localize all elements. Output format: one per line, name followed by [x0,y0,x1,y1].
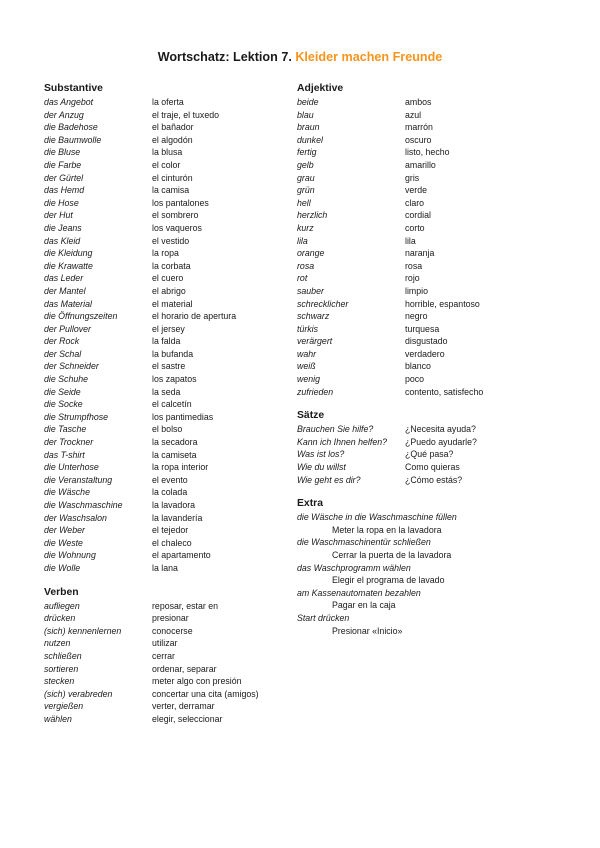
vocab-row [297,423,557,436]
spanish-translation: presionar [152,613,189,624]
german-term: die Wäsche [44,487,90,498]
german-term: der Pullover [44,323,91,334]
vocab-row [297,360,557,373]
german-term: das T-shirt [44,449,85,460]
spanish-translation: la ropa [152,248,179,259]
german-term: sauber [297,285,324,296]
vocab-row [297,184,557,197]
vocab-row [297,96,557,109]
vocab-row [44,524,289,537]
extra-phrase [297,612,557,637]
spanish-translation: la seda [152,386,181,397]
vocab-list [297,423,557,486]
spanish-translation: ¿Qué pasa? [405,449,454,460]
spanish-phrase: Presionar «Inicio» [332,625,403,636]
spanish-translation: el sastre [152,361,186,372]
german-term: die Strumpfhose [44,411,109,422]
section-heading: Extra [297,498,323,510]
spanish-phrase: Pagar en la caja [332,600,396,611]
german-term: die Weste [44,537,83,548]
vocab-row [297,235,557,248]
german-term: Wie geht es dir? [297,474,361,485]
german-term: zufrieden [297,386,334,397]
german-term: wählen [44,713,72,724]
spanish-translation: la lavadora [152,500,196,510]
german-term: der Trockner [44,437,94,448]
german-term: die Tasche [44,424,87,435]
spanish-translation: el jersey [152,323,185,334]
vocab-row [44,323,289,336]
german-term: die Wohnung [44,550,96,561]
german-term: nutzen [44,638,71,649]
german-term: die Öffnungszeiten [44,311,118,322]
german-term: das Kleid [44,235,81,246]
german-phrase: das Waschprogramm wählen [297,562,411,573]
spanish-translation: la camiseta [152,449,197,460]
german-term: drücken [44,613,76,624]
spanish-translation: utilizar [152,638,178,649]
vocab-row [44,474,289,487]
vocab-row [44,209,289,222]
vocab-row [44,461,289,474]
spanish-translation: blanco [405,361,431,372]
extra-phrase [297,536,557,561]
extra-phrase [297,511,557,536]
spanish-translation: oscuro [405,134,432,145]
vocab-row [297,272,557,285]
german-phrase: die Wäsche in die Waschmaschine füllen [297,512,457,523]
german-term: beide [297,97,319,107]
vocab-row [44,713,289,726]
vocab-row [44,373,289,386]
spanish-translation: ¿Cómo estás? [405,474,463,485]
spanish-translation: listo, hecho [405,147,450,158]
vocab-row [44,159,289,172]
german-term: lila [297,235,308,246]
german-phrase: am Kassenautomaten bezahlen [297,587,421,598]
vocab-row [44,449,289,462]
vocab-row [297,448,557,461]
section-heading: Substantive [44,83,103,94]
spanish-translation: corto [405,222,425,233]
vocab-row [44,398,289,411]
vocab-row [297,335,557,348]
extra-phrase [297,562,557,587]
vocab-row [297,222,557,235]
vocab-row [44,146,289,159]
spanish-translation: ¿Necesita ayuda? [405,424,476,435]
german-term: braun [297,122,320,133]
german-term: Kann ich Ihnen helfen? [297,436,387,447]
spanish-translation: negro [405,311,428,322]
spanish-translation: el chaleco [152,537,192,548]
vocab-row [44,222,289,235]
german-term: wenig [297,374,320,385]
spanish-translation: horrible, espantoso [405,298,480,309]
spanish-translation: limpio [405,285,428,296]
german-term: grün [297,185,315,196]
german-term: (sich) verabreden [44,688,113,699]
vocab-row [44,675,289,688]
vocab-row [297,373,557,386]
german-term: herzlich [297,210,328,221]
section-heading: Verben [44,586,79,598]
german-term: das Material [44,298,92,309]
spanish-translation: verdadero [405,348,445,359]
german-term: aufliegen [44,600,80,611]
vocab-row [297,159,557,172]
vocab-row [297,247,557,260]
german-term: die Kleidung [44,248,93,259]
german-term: wahr [297,348,317,359]
german-term: der Mantel [44,285,86,296]
spanish-phrase: Meter la ropa en la lavadora [332,524,442,535]
german-term: rosa [297,260,315,271]
vocab-list [297,96,557,398]
vocab-row [44,235,289,248]
vocab-row [44,184,289,197]
spanish-translation: el bañador [152,122,194,133]
german-term: das Angebot [44,97,94,107]
german-term: die Farbe [44,159,82,170]
spanish-translation: cerrar [152,650,175,661]
vocab-row [44,436,289,449]
spanish-translation: conocerse [152,625,193,636]
vocab-row [44,310,289,323]
vocab-row [297,474,557,487]
spanish-translation: la ropa interior [152,462,209,473]
german-term: (sich) kennenlernen [44,625,122,636]
spanish-phrase: Cerrar la puerta de la lavadora [332,550,452,560]
spanish-translation: naranja [405,248,435,259]
spanish-translation: la falda [152,336,181,347]
german-term: die Waschmaschine [44,500,123,510]
german-term: die Veranstaltung [44,474,113,485]
german-term: orange [297,248,325,259]
vocab-row [44,109,289,122]
vocab-row [44,663,289,676]
vocab-row [297,146,557,159]
german-term: schrecklicher [297,298,349,309]
vocab-row [297,323,557,336]
vocab-row [44,562,289,575]
german-term: das Hemd [44,185,85,196]
spanish-translation: amarillo [405,159,436,170]
saetze-section [297,409,557,486]
spanish-translation: lila [405,235,416,246]
vocab-row [44,386,289,399]
extra-phrase [297,587,557,612]
vocab-row [44,348,289,361]
german-term: der Schneider [44,361,99,372]
spanish-translation: la lana [152,562,178,573]
german-term: die Jeans [44,222,82,233]
german-term: rot [297,273,308,284]
spanish-translation: ambos [405,97,432,107]
german-term: die Baumwolle [44,134,102,145]
german-term: verärgert [297,336,333,347]
german-term: der Waschsalon [44,512,107,523]
spanish-translation: la blusa [152,147,183,158]
german-term: der Anzug [44,109,84,120]
vocab-row [297,386,557,399]
vocab-row [44,637,289,650]
spanish-translation: meter algo con presión [152,676,242,687]
spanish-translation: concertar una cita (amigos) [152,688,259,699]
german-term: die Seide [44,386,81,397]
german-term: gelb [297,159,314,170]
vocab-row [297,197,557,210]
spanish-translation: la oferta [152,97,184,107]
spanish-translation: ¿Puedo ayudarle? [405,436,477,447]
spanish-translation: los pantalones [152,197,209,208]
german-term: dunkel [297,134,323,145]
spanish-translation: el sombrero [152,210,199,221]
german-term: türkis [297,323,319,334]
vocab-row [44,247,289,260]
vocab-row [44,197,289,210]
vocab-row [44,411,289,424]
title-prefix: Wortschatz: Lektion 7. [157,50,292,64]
spanish-translation: la bufanda [152,348,194,359]
spanish-translation: azul [405,109,422,120]
spanish-translation: la lavandería [152,512,203,523]
german-term: weiß [297,361,316,372]
german-term: der Rock [44,336,80,347]
spanish-translation: marrón [405,122,433,133]
vocab-row [297,260,557,273]
vocab-row [44,537,289,550]
german-term: die Schuhe [44,374,89,385]
german-term: die Socke [44,399,83,410]
right-column [297,82,557,648]
german-term: der Hut [44,210,73,221]
german-term: der Schal [44,348,82,359]
vocab-row [44,96,289,109]
spanish-translation: verter, derramar [152,701,215,712]
german-term: vergießen [44,701,84,712]
vocab-list [44,96,289,575]
vocab-row [44,499,289,512]
vocab-row [297,172,557,185]
german-term: die Krawatte [44,260,93,271]
spanish-translation: la colada [152,487,188,498]
spanish-translation: la secadora [152,437,198,448]
vocab-row [44,134,289,147]
vocab-row [44,700,289,713]
vocab-row [44,600,289,613]
vocab-row [44,260,289,273]
german-phrase: Start drücken [297,612,350,623]
verben-section [44,586,289,726]
spanish-translation: elegir, seleccionar [152,713,223,724]
substantive-section [44,82,289,575]
page-title [0,50,600,64]
vocab-row [44,625,289,638]
spanish-translation: la camisa [152,185,190,196]
spanish-translation: el tejedor [152,525,189,536]
spanish-translation: rosa [405,260,423,271]
german-term: Wie du willst [297,462,346,473]
german-term: grau [297,172,315,183]
german-term: fertig [297,147,317,158]
spanish-translation: disgustado [405,336,448,347]
vocab-row [44,688,289,701]
german-term: hell [297,197,311,208]
vocab-row [44,549,289,562]
spanish-translation: ordenar, separar [152,663,217,674]
german-term: blau [297,109,314,120]
vocab-row [297,134,557,147]
vocab-row [297,436,557,449]
german-term: die Bluse [44,147,81,158]
vocab-list [44,600,289,726]
spanish-translation: el material [152,298,193,309]
spanish-translation: los zapatos [152,374,197,385]
spanish-translation: el horario de apertura [152,311,237,322]
spanish-translation: el color [152,159,181,170]
spanish-translation: el abrigo [152,285,186,296]
vocab-row [44,121,289,134]
vocab-row [297,209,557,222]
german-term: stecken [44,676,75,687]
vocab-row [297,310,557,323]
spanish-translation: el traje, el tuxedo [152,109,219,120]
vocab-row [44,512,289,525]
spanish-translation: el apartamento [152,550,211,561]
spanish-translation: reposar, estar en [152,600,219,611]
vocab-row [44,360,289,373]
spanish-translation: el algodón [152,134,193,145]
german-term: der Weber [44,525,85,536]
spanish-translation: el cinturón [152,172,193,183]
vocab-row [44,423,289,436]
german-term: der Gürtel [44,172,84,183]
spanish-translation: cordial [405,210,431,221]
spanish-translation: verde [405,185,428,196]
german-term: die Unterhose [44,462,99,473]
spanish-translation: los pantimedias [152,411,214,422]
spanish-translation: gris [405,172,420,183]
german-term: schließen [44,650,82,661]
spanish-translation: el bolso [152,424,183,435]
section-heading: Sätze [297,410,325,422]
german-term: sortieren [44,663,79,674]
german-term: kurz [297,222,314,233]
german-term: die Badehose [44,122,98,133]
spanish-translation: el vestido [152,235,190,246]
spanish-translation: el calcetín [152,399,192,410]
vocab-row [44,172,289,185]
vocab-row [44,486,289,499]
vocab-row [297,109,557,122]
german-term: Was ist los? [297,449,345,460]
spanish-translation: claro [405,197,425,208]
vocab-row [44,272,289,285]
vocab-row [44,285,289,298]
spanish-translation: el cuero [152,273,184,284]
german-term: die Hose [44,197,79,208]
adjektive-section [297,82,557,398]
extra-section [297,497,557,637]
spanish-translation: poco [405,374,425,385]
spanish-translation: Como quieras [405,462,460,473]
vocab-row [297,348,557,361]
spanish-translation: rojo [405,273,420,284]
spanish-translation: turquesa [405,323,440,334]
title-highlight: Kleider machen Freunde [295,50,443,64]
spanish-translation: el evento [152,474,188,485]
spanish-phrase: Elegir el programa de lavado [332,575,445,586]
vocab-row [44,650,289,663]
german-phrase: die Waschmaschinentür schließen [297,537,431,548]
vocab-row [297,285,557,298]
vocab-row [44,335,289,348]
spanish-translation: contento, satisfecho [405,386,484,397]
spanish-translation: los vaqueros [152,222,202,233]
german-term: die Wolle [44,562,81,573]
section-heading: Adjektive [297,83,344,94]
vocab-row [297,298,557,311]
vocab-row [297,461,557,474]
german-term: Brauchen Sie hilfe? [297,424,374,435]
vocab-row [44,298,289,311]
vocab-row [44,612,289,625]
german-term: das Leder [44,273,84,284]
vocab-row [297,121,557,134]
left-column [44,82,289,737]
extra-list [297,511,557,637]
spanish-translation: la corbata [152,260,191,271]
german-term: schwarz [297,311,330,322]
